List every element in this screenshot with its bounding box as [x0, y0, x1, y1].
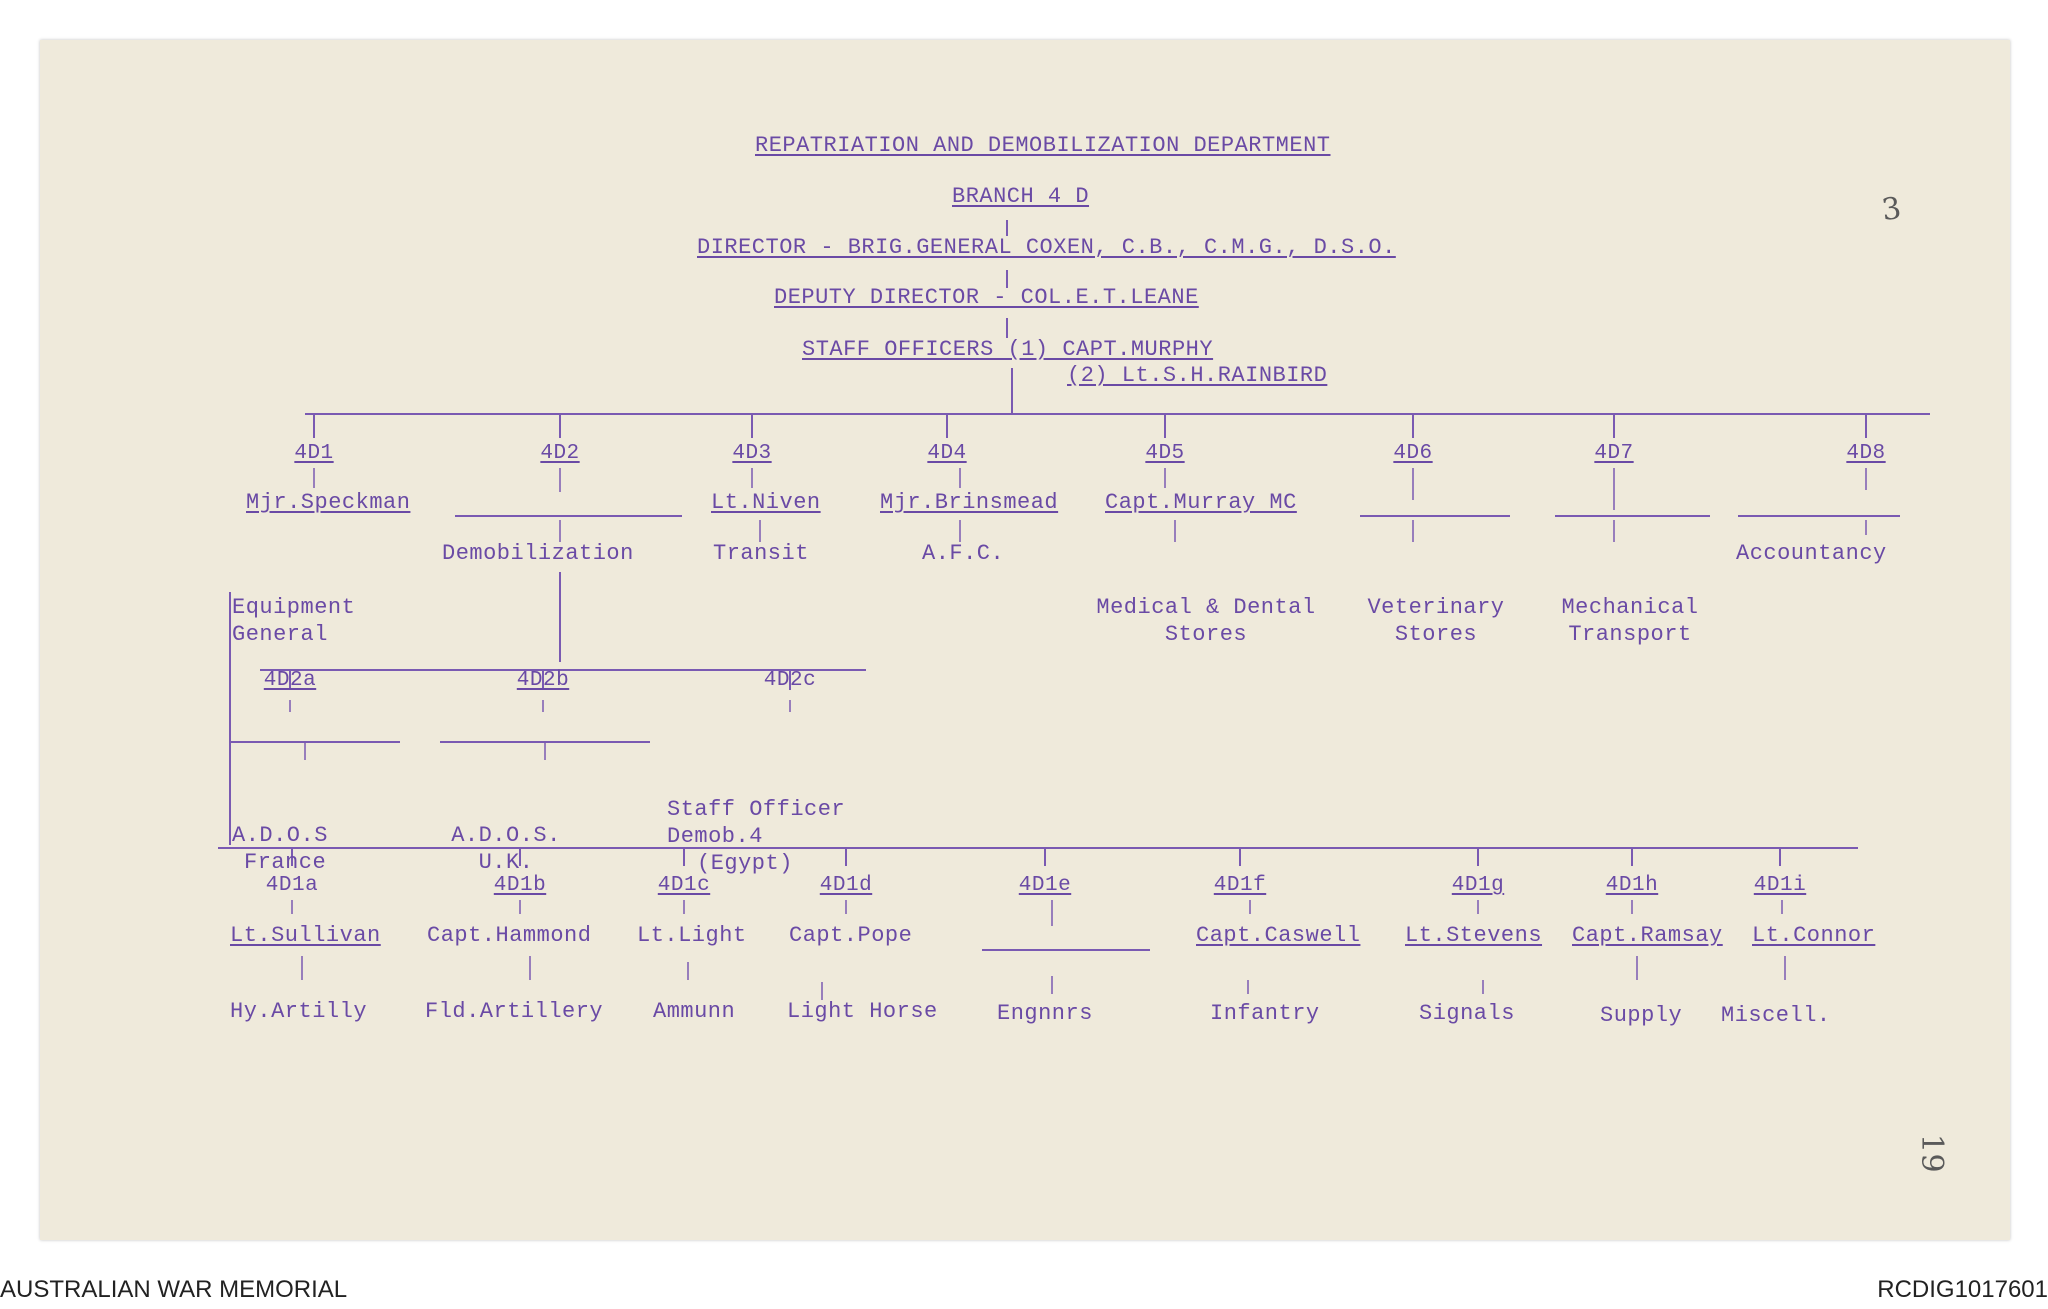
- section-code: 4D4: [927, 442, 967, 465]
- section-duty: Demobilization: [442, 541, 634, 566]
- equipment-subsection-duty: Hy.Artilly: [230, 999, 368, 1024]
- section-duty: Medical & Dental Stores: [1096, 595, 1316, 647]
- equipment-subsection-officer: Capt.Pope: [789, 923, 913, 948]
- deputy-director-line: DEPUTY DIRECTOR - COL.E.T.LEANE: [774, 285, 1199, 310]
- demob-subsection-unit: A.D.O.S France: [232, 823, 328, 875]
- section-officer: Mjr.Brinsmead: [880, 490, 1059, 515]
- equipment-subsection-duty: Miscell.: [1721, 1003, 1831, 1028]
- demob-subsection-code: 4D2c: [763, 669, 817, 692]
- equipment-subsection-duty: Ammunn: [653, 999, 736, 1024]
- equipment-subsection-duty: Light Horse: [787, 999, 938, 1024]
- section-code: 4D1: [294, 442, 334, 465]
- section-code: 4D7: [1594, 442, 1634, 465]
- equipment-subsection-code: 4D1d: [819, 874, 873, 897]
- equipment-subsection-code: 4D1a: [265, 874, 319, 897]
- section-code: 4D2: [540, 442, 580, 465]
- equipment-subsection-officer: Lt.Stevens: [1405, 923, 1543, 948]
- equipment-subsection-code: 4D1g: [1451, 874, 1505, 897]
- equipment-subsection-code: 4D1b: [493, 874, 547, 897]
- equipment-subsection-code: 4D1h: [1605, 874, 1659, 897]
- section-duty: Accountancy: [1736, 541, 1887, 566]
- equipment-subsection-officer: Capt.Ramsay: [1572, 923, 1723, 948]
- footer-record-id: RCDIG1017601: [1877, 1276, 2048, 1303]
- demob-subsection-unit: Staff Officer Demob.4 (Egypt): [667, 797, 846, 876]
- section-duty: A.F.C.: [922, 541, 1005, 566]
- section-duty: Veterinary Stores: [1367, 595, 1505, 647]
- section-officer: Lt.Niven: [711, 490, 821, 515]
- equipment-subsection-duty: Supply: [1600, 1003, 1683, 1028]
- section-code: 4D8: [1846, 442, 1886, 465]
- section-duty: Mechanical Transport: [1561, 595, 1699, 647]
- director-line: DIRECTOR - BRIG.GENERAL COXEN, C.B., C.M.G., D.S.O.: [697, 235, 1396, 260]
- footer-institution: AUSTRALIAN WAR MEMORIAL: [0, 1276, 348, 1303]
- staff-officers-line-2: (2) Lt.S.H.RAINBIRD: [1067, 363, 1328, 388]
- equipment-subsection-officer: Lt.Connor: [1752, 923, 1876, 948]
- equipment-subsection-officer: Lt.Sullivan: [230, 923, 381, 948]
- equipment-subsection-duty: Fld.Artillery: [425, 999, 604, 1024]
- section-code: 4D5: [1145, 442, 1185, 465]
- section-duty: Equipment General: [232, 595, 356, 647]
- staff-officers-line-1: STAFF OFFICERS (1) CAPT.MURPHY: [802, 337, 1214, 362]
- equipment-subsection-code: 4D1i: [1753, 874, 1807, 897]
- section-officer: Mjr.Speckman: [246, 490, 411, 515]
- equipment-subsection-officer: Lt.Light: [637, 923, 747, 948]
- equipment-subsection-duty: Engnnrs: [997, 1001, 1093, 1026]
- section-code: 4D3: [732, 442, 772, 465]
- demob-subsection-unit: A.D.O.S. U.K.: [451, 823, 561, 875]
- section-duty: Transit: [713, 541, 809, 566]
- branch-heading: BRANCH 4 D: [952, 184, 1090, 209]
- equipment-subsection-duty: Infantry: [1210, 1001, 1320, 1026]
- section-code: 4D6: [1393, 442, 1433, 465]
- equipment-subsection-officer: Capt.Caswell: [1196, 923, 1361, 948]
- handwritten-page-mark: 3: [1879, 190, 1904, 229]
- document-title: REPATRIATION AND DEMOBILIZATION DEPARTMENT: [755, 133, 1331, 158]
- demob-subsection-code: 4D2b: [516, 669, 570, 692]
- handwritten-folio-number: 19: [1914, 1133, 1950, 1174]
- demob-subsection-code: 4D2a: [263, 669, 317, 692]
- section-officer: Capt.Murray MC: [1105, 490, 1297, 515]
- equipment-subsection-duty: Signals: [1419, 1001, 1515, 1026]
- equipment-subsection-officer: Capt.Hammond: [427, 923, 592, 948]
- equipment-subsection-code: 4D1c: [657, 874, 711, 897]
- equipment-subsection-code: 4D1f: [1213, 874, 1267, 897]
- equipment-subsection-code: 4D1e: [1018, 874, 1072, 897]
